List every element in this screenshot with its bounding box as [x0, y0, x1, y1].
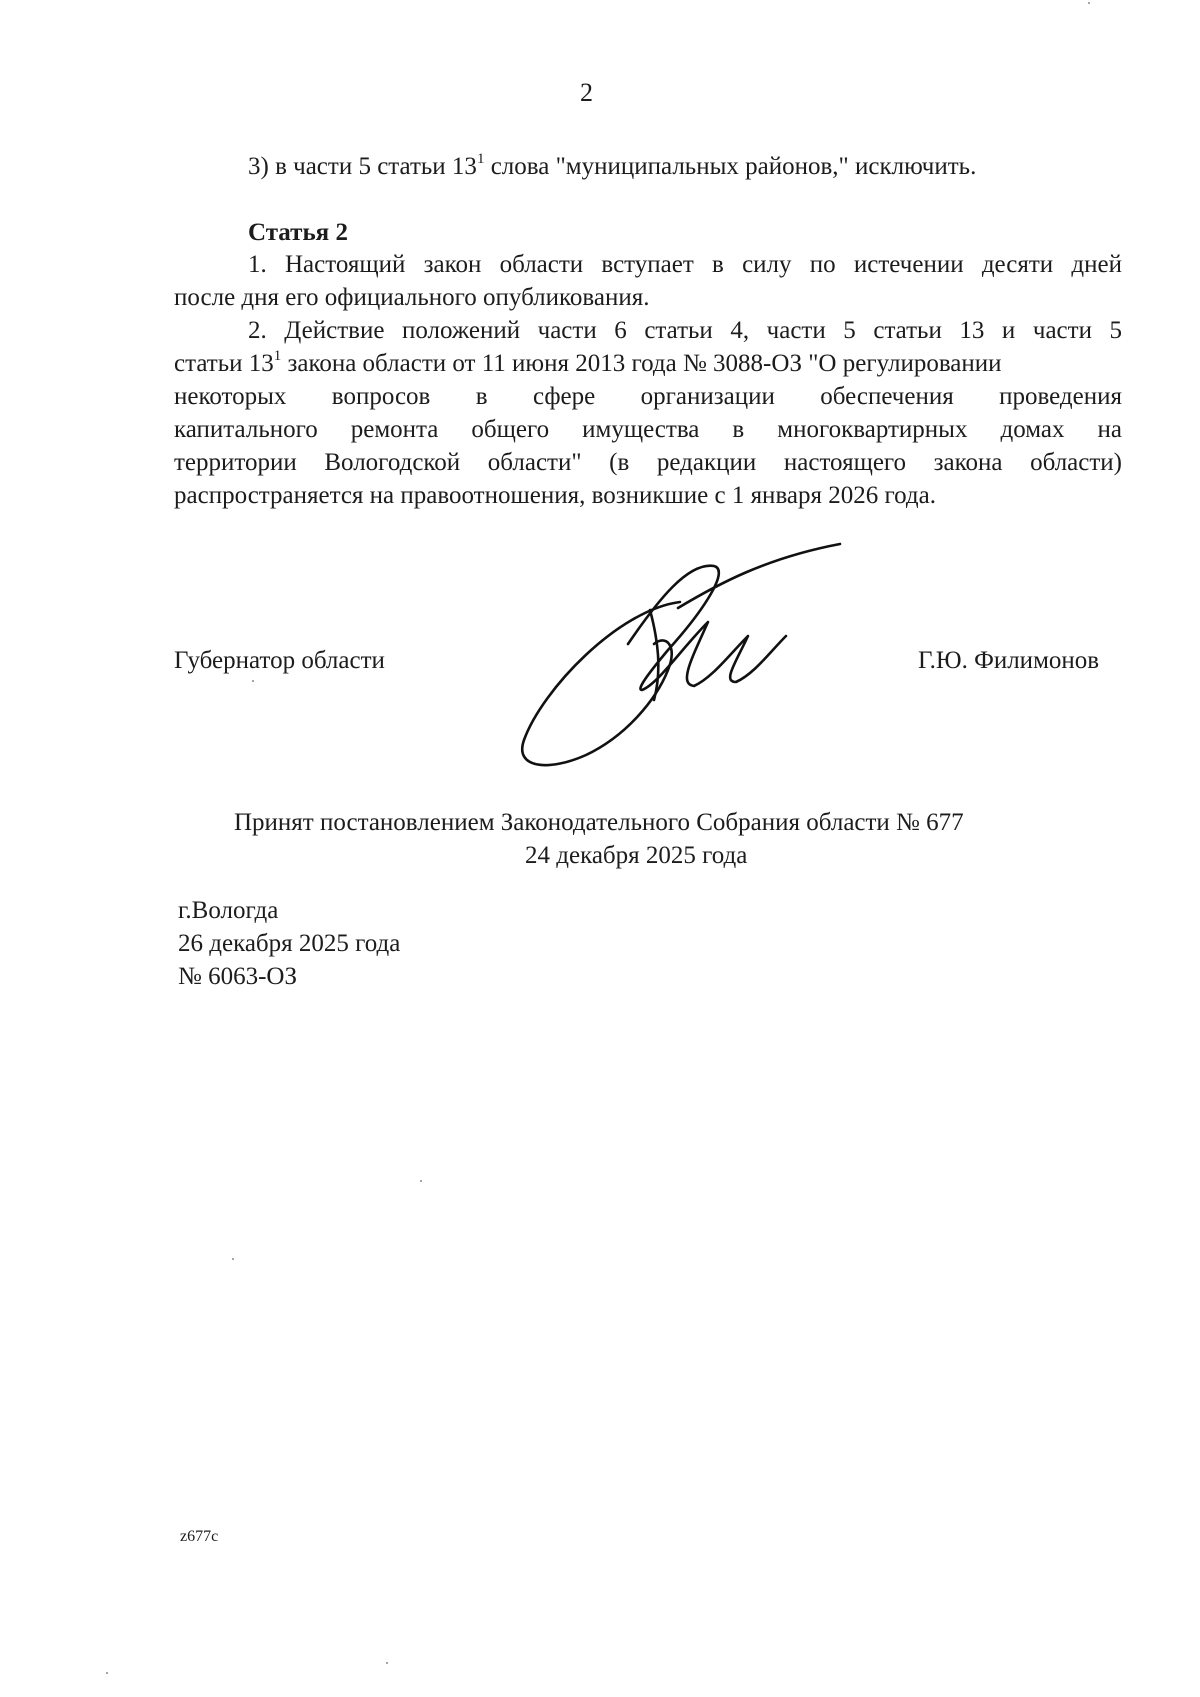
- amendment-superscript: 1: [476, 150, 485, 167]
- article-2-p2-line2: [174, 347, 1002, 380]
- scan-speck: [252, 680, 254, 682]
- adoption-line-1: Принят постановлением Законодательного Собрания области № 677: [234, 809, 964, 836]
- article-2-p2-line1: 2. Действие положений части 6 статьи 4, части 5 статьи 13 и части 5: [248, 317, 1122, 344]
- scan-speck: [386, 1662, 388, 1664]
- article-2-heading: Статья 2: [248, 219, 348, 246]
- article-2-p1-line2: после дня его официального опубликования.: [174, 284, 650, 311]
- amendment-item-3: [248, 150, 976, 183]
- signatory-name: Г.Ю. Филимонов: [918, 647, 1100, 674]
- page-number: 2: [580, 78, 593, 107]
- article-2-p2-line2-after: закона области от 11 июня 2013 года № 3088-ОЗ "О регулировании: [281, 350, 1002, 377]
- amendment-text-before: 3) в части 5 статьи 13: [248, 153, 477, 180]
- issued-date: 26 декабря 2025 года: [178, 930, 401, 957]
- article-2-p2-line6: распространяется на правоотношения, возникшие с 1 января 2026 года.: [174, 482, 936, 509]
- article-2-p2-superscript: 1: [273, 347, 282, 364]
- scan-speck: [106, 1672, 108, 1674]
- handwritten-signature: [508, 540, 848, 770]
- article-2-p1-line1: 1. Настоящий закон области вступает в силу по истечении десяти дней: [248, 251, 1122, 278]
- article-2-p2-line4: капитального ремонта общего имущества в многоквартирных домах на: [174, 416, 1122, 443]
- footer-document-code: z677c: [180, 1528, 219, 1545]
- issued-number: № 6063-ОЗ: [178, 963, 298, 990]
- issued-city: г.Вологда: [178, 897, 279, 924]
- signature-stroke-tail: [678, 544, 840, 608]
- scan-speck: [420, 1180, 422, 1182]
- article-2-p2-line5: территории Вологодской области" (в редакции настоящего закона области): [174, 449, 1122, 476]
- signature-stroke-cross: [650, 610, 658, 700]
- scan-speck: [1088, 2, 1090, 4]
- amendment-text-after: слова "муниципальных районов," исключить.: [484, 153, 977, 180]
- scan-speck: [232, 1258, 234, 1260]
- adoption-line-2: 24 декабря 2025 года: [525, 842, 748, 869]
- signatory-title: Губернатор области: [174, 647, 385, 674]
- signature-stroke-main: [628, 566, 786, 690]
- article-2-p2-line3: некоторых вопросов в сфере организации обеспечения проведения: [174, 383, 1122, 410]
- article-2-p2-line2-before: статьи 13: [174, 350, 274, 377]
